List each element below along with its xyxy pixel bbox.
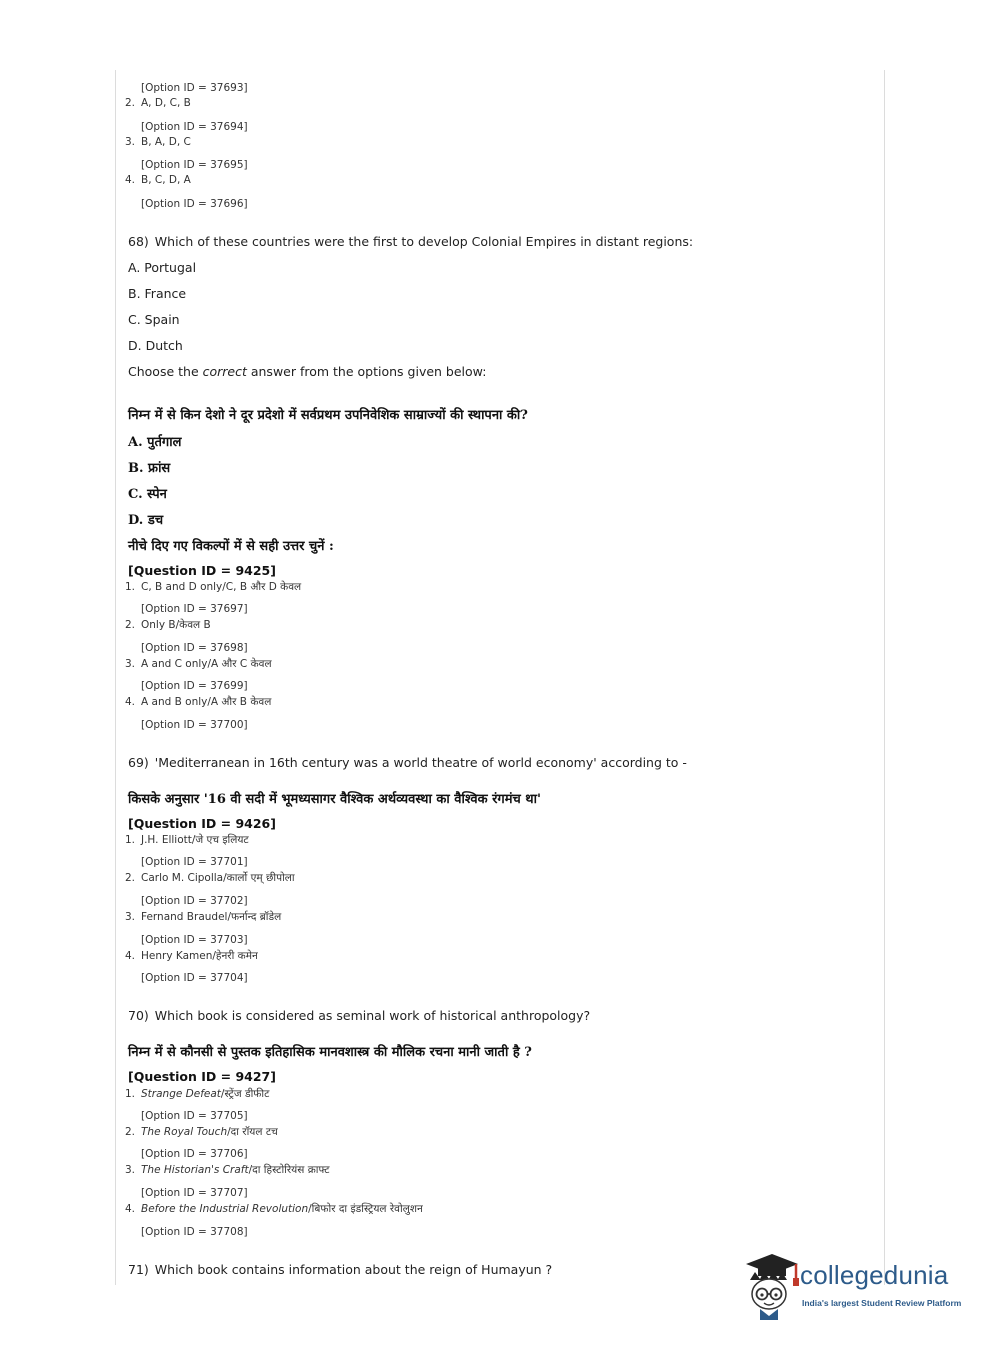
option-text: Henry Kamen/हेनरी कमेन <box>141 950 258 962</box>
book-title: Strange Defeat <box>141 1088 221 1100</box>
option-text: /स्ट्रेंज डीफीट <box>220 1088 270 1100</box>
option-item <box>125 1163 330 1177</box>
instruction-text: Choose the <box>128 364 203 379</box>
question-id: [Question ID = 9427] <box>128 1069 276 1084</box>
hindi-question: किसके अनुसार '16 वी सदी में भूमध्यसागर वैश्विक अर्थव्यवस्था का वैश्विक रंगमंच था' <box>128 792 541 807</box>
option-item <box>125 695 271 709</box>
option-id: [Option ID = 37698] <box>141 642 248 654</box>
option-item <box>125 657 272 671</box>
option-text: A and B only/A और B केवल <box>141 696 272 708</box>
question-text: Which book is considered as seminal work of historical anthropology? <box>154 1008 591 1023</box>
option-text: /दा रॉयल टच <box>227 1126 278 1138</box>
option-text: J.H. Elliott/जे एच इलियट <box>141 834 249 846</box>
option-item <box>125 618 211 632</box>
option-number: 2. <box>125 619 136 631</box>
option-number: 4. <box>125 174 136 186</box>
option-number: 3. <box>125 658 136 670</box>
option-id: [Option ID = 37696] <box>141 198 248 210</box>
instruction-text: answer from the options given below: <box>246 364 487 379</box>
option-id: [Option ID = 37693] <box>141 82 248 94</box>
option-item <box>125 1125 278 1139</box>
option-text: /बिफोर दा इंडस्ट्रियल रेवोलुशन <box>308 1203 423 1215</box>
option-item <box>125 1087 269 1101</box>
option-number: 3. <box>125 911 136 923</box>
option-number: 2. <box>125 97 136 109</box>
book-title: The Royal Touch <box>141 1126 228 1138</box>
hindi-list-item: C. स्पेन <box>128 487 167 502</box>
question-68 <box>128 234 693 249</box>
list-item: C. Spain <box>128 312 180 327</box>
option-number: 4. <box>125 696 136 708</box>
option-text: C, B and D only/C, B और D केवल <box>141 581 302 593</box>
option-id: [Option ID = 37694] <box>141 121 248 133</box>
question-71 <box>128 1262 552 1277</box>
option-number: 1. <box>125 834 136 846</box>
question-number: 70) <box>128 1008 149 1023</box>
book-title: The Historian's Craft <box>141 1164 249 1176</box>
option-text: Only B/केवल B <box>141 619 211 631</box>
list-item: D. Dutch <box>128 338 183 353</box>
list-item: B. France <box>128 286 187 301</box>
option-id: [Option ID = 37706] <box>141 1148 248 1160</box>
option-number: 2. <box>125 872 136 884</box>
option-id: [Option ID = 37701] <box>141 856 248 868</box>
option-item <box>125 1202 423 1216</box>
option-id: [Option ID = 37707] <box>141 1187 248 1199</box>
option-item <box>125 174 191 186</box>
hindi-instruction: नीचे दिए गए विकल्पों में से सही उत्तर चुनें : <box>128 539 334 554</box>
question-number: 71) <box>128 1262 149 1277</box>
question-number: 69) <box>128 755 149 770</box>
hindi-list-item: A. पुर्तगाल <box>128 435 182 450</box>
option-item <box>125 136 191 148</box>
option-id: [Option ID = 37697] <box>141 603 248 615</box>
question-69 <box>128 755 687 770</box>
option-number: 3. <box>125 1164 136 1176</box>
collegedunia-logo[interactable] <box>742 1250 972 1322</box>
option-text: /दा हिस्टोरियंस क्राफ्ट <box>248 1164 330 1176</box>
option-id: [Option ID = 37704] <box>141 972 248 984</box>
option-text: B, C, D, A <box>141 174 191 186</box>
option-item <box>125 910 281 924</box>
option-number: 1. <box>125 581 136 593</box>
option-id: [Option ID = 37699] <box>141 680 248 692</box>
option-number: 2. <box>125 1126 136 1138</box>
question-text: 'Mediterranean in 16th century was a world theatre of world economy' according to - <box>154 755 687 770</box>
logo-wordmark: collegedunia <box>800 1260 949 1290</box>
option-item <box>125 871 295 885</box>
question-id: [Question ID = 9425] <box>128 563 276 578</box>
option-text: A, D, C, B <box>141 97 191 109</box>
option-number: 4. <box>125 950 136 962</box>
list-item: A. Portugal <box>128 260 197 275</box>
question-text: Which book contains information about the reign of Humayun ? <box>154 1262 553 1277</box>
option-id: [Option ID = 37702] <box>141 895 248 907</box>
choose-instruction <box>128 364 486 379</box>
option-number: 4. <box>125 1203 136 1215</box>
book-title: Before the Industrial Revolution <box>141 1203 309 1215</box>
hindi-list-item: D. डच <box>128 513 164 528</box>
instruction-emphasis: correct <box>202 364 247 379</box>
hindi-list-item: B. फ्रांस <box>128 461 171 476</box>
option-item <box>125 97 191 109</box>
option-id: [Option ID = 37705] <box>141 1110 248 1122</box>
option-text: A and C only/A और C केवल <box>141 658 272 670</box>
hindi-question: निम्न में से कौनसी से पुस्तक इतिहासिक मानवशास्त्र की मौलिक रचना मानी जाती है ? <box>128 1045 532 1060</box>
question-id: [Question ID = 9426] <box>128 816 276 831</box>
option-number: 1. <box>125 1088 136 1100</box>
option-id: [Option ID = 37695] <box>141 159 248 171</box>
logo-tagline: India's largest Student Review Platform <box>802 1298 962 1308</box>
question-text: Which of these countries were the first to develop Colonial Empires in distant regions: <box>154 234 694 249</box>
option-text: Carlo M. Cipolla/कार्लो एम् छीपोला <box>141 872 295 884</box>
question-70 <box>128 1008 590 1023</box>
option-item <box>125 833 249 847</box>
option-item <box>125 949 258 963</box>
option-item <box>125 580 301 594</box>
mascot-icon <box>742 1250 802 1322</box>
option-text: Fernand Braudel/फर्नान्द ब्रॉडेल <box>141 911 282 923</box>
option-id: [Option ID = 37708] <box>141 1226 248 1238</box>
option-number: 3. <box>125 136 136 148</box>
option-id: [Option ID = 37703] <box>141 934 248 946</box>
hindi-question: निम्न में से किन देशो ने दूर प्रदेशो में सर्वप्रथम उपनिवेशिक साम्राज्यों की स्थापना की? <box>128 408 528 423</box>
option-id: [Option ID = 37700] <box>141 719 248 731</box>
question-number: 68) <box>128 234 149 249</box>
option-text: B, A, D, C <box>141 136 191 148</box>
